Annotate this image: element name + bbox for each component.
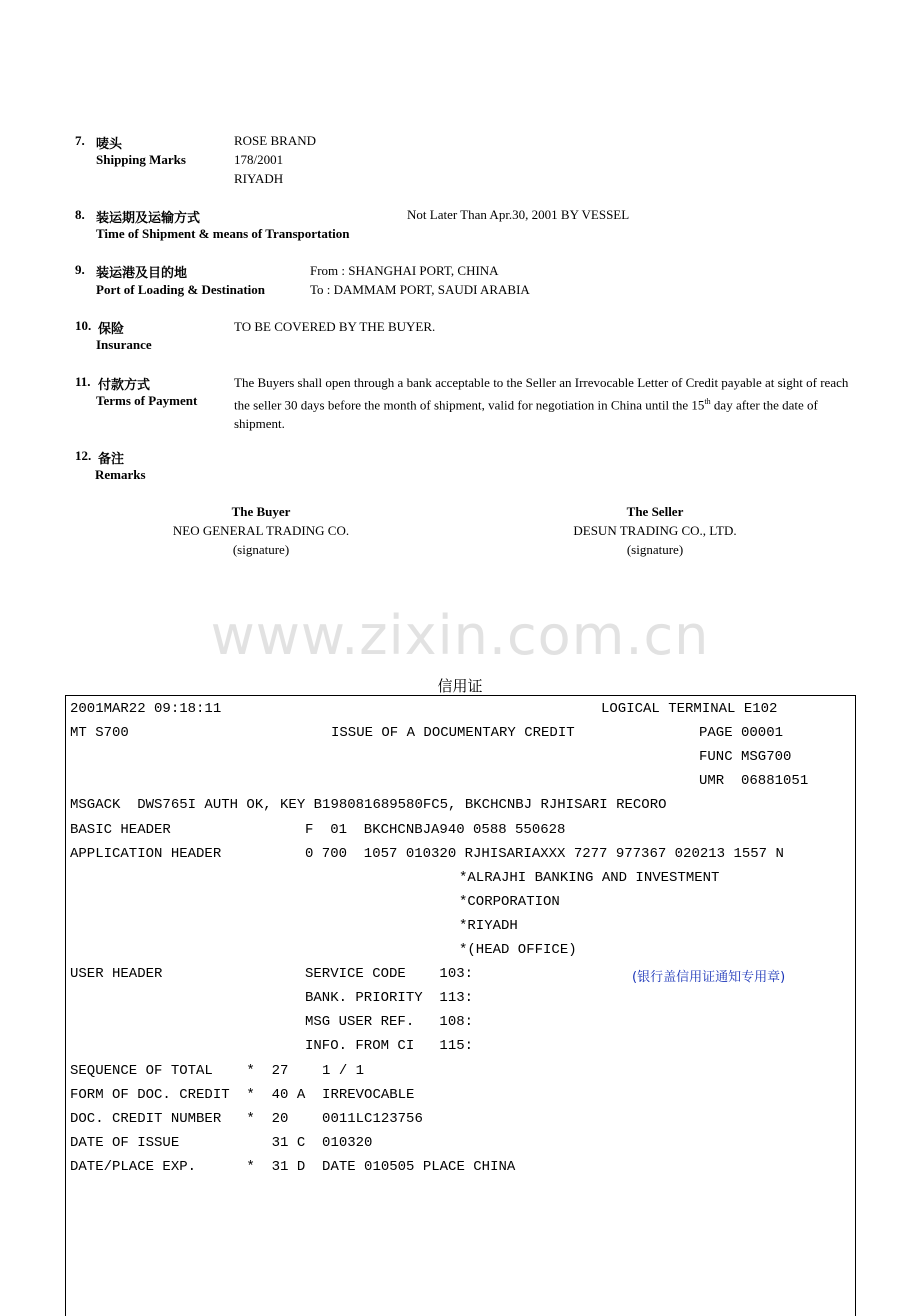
lc-line-col: MSG USER REF. 108: bbox=[305, 1014, 474, 1031]
section-11-title-en: Terms of Payment bbox=[96, 393, 198, 408]
lc-line-left: DOC. CREDIT NUMBER * 20 0011LC123756 bbox=[70, 1110, 423, 1127]
shipment-time-value: Not Later Than Apr.30, 2001 BY VESSEL bbox=[407, 207, 630, 222]
seller-title: The Seller bbox=[626, 504, 684, 519]
lc-line-col2: *RIYADH bbox=[459, 917, 518, 934]
lc-line-left: FORM OF DOC. CREDIT * 40 A IRREVOCABLE bbox=[70, 1086, 415, 1103]
lc-line-left: 2001MAR22 09:18:11 bbox=[70, 701, 222, 717]
section-12-title-cn: 备注 bbox=[98, 452, 125, 467]
section-7-number: 7. bbox=[75, 133, 85, 148]
lc-title: 信用证 bbox=[437, 677, 483, 695]
buyer-title: The Buyer bbox=[231, 504, 291, 519]
lc-box bbox=[65, 695, 856, 1316]
section-12-title-en: Remarks bbox=[95, 467, 146, 482]
lc-line-right: PAGE 00001 bbox=[699, 725, 784, 742]
shipping-mark-line: ROSE BRAND bbox=[234, 133, 316, 148]
lc-line-col: INFO. FROM CI 115: bbox=[305, 1038, 474, 1055]
section-8-title-en: Time of Shipment & means of Transportation bbox=[96, 226, 350, 241]
lc-line-col2: *CORPORATION bbox=[459, 893, 560, 910]
port-from-value: From : SHANGHAI PORT, CHINA bbox=[310, 263, 499, 278]
section-9-title-en: Port of Loading & Destination bbox=[96, 282, 265, 297]
lc-line-left: SEQUENCE OF TOTAL * 27 1 / 1 bbox=[70, 1062, 365, 1079]
lc-line-col2: *ALRAJHI BANKING AND INVESTMENT bbox=[459, 869, 720, 886]
lc-line-col: 0 700 1057 010320 RJHISARIAXXX 7277 977367 020213 1557 N bbox=[305, 845, 784, 862]
lc-line-center: ISSUE OF A DOCUMENTARY CREDIT bbox=[331, 725, 575, 742]
section-8-number: 8. bbox=[75, 207, 85, 222]
port-to-value: To : DAMMAM PORT, SAUDI ARABIA bbox=[310, 282, 530, 297]
section-11-title-cn: 付款方式 bbox=[98, 378, 151, 393]
lc-line-left: BASIC HEADER bbox=[70, 821, 171, 838]
insurance-value: TO BE COVERED BY THE BUYER. bbox=[234, 319, 436, 334]
section-11-number: 11. bbox=[75, 374, 91, 389]
lc-line-left: MSGACK DWS765I AUTH OK, KEY B198081689580FC5, BKCHCNBJ RJHISARI RECORO bbox=[70, 797, 667, 814]
lc-line-left: DATE OF ISSUE 31 C 010320 bbox=[70, 1134, 373, 1151]
shipping-mark-line: 178/2001 bbox=[234, 152, 284, 167]
section-9-number: 9. bbox=[75, 262, 85, 277]
lc-line-col: SERVICE CODE 103: bbox=[305, 966, 474, 983]
lc-line-left: DATE/PLACE EXP. * 31 D DATE 010505 PLACE CHINA bbox=[70, 1158, 516, 1175]
lc-line-col2: *(HEAD OFFICE) bbox=[459, 942, 577, 958]
section-10-title-en: Insurance bbox=[96, 337, 152, 352]
superscript: th bbox=[704, 397, 711, 406]
section-10-title-cn: 保险 bbox=[98, 322, 125, 337]
seller-company: DESUN TRADING CO., LTD. bbox=[573, 523, 737, 538]
bank-stamp-note: (银行盖信用证通知专用章) bbox=[632, 970, 786, 985]
lc-line-left: MT S700 bbox=[70, 725, 129, 742]
buyer-company: NEO GENERAL TRADING CO. bbox=[172, 523, 350, 538]
lc-line-right: LOGICAL TERMINAL E102 bbox=[601, 701, 778, 717]
buyer-signature: (signature) bbox=[232, 542, 290, 557]
section-10-number: 10. bbox=[75, 318, 92, 333]
watermark: www.zixin.com.cn bbox=[210, 604, 710, 667]
lc-line-right: UMR 06881051 bbox=[699, 773, 809, 790]
lc-line-left: APPLICATION HEADER bbox=[70, 845, 222, 862]
lc-line-left: USER HEADER bbox=[70, 966, 163, 983]
seller-signature: (signature) bbox=[626, 542, 684, 557]
section-7-title-cn: 唛头 bbox=[96, 137, 123, 152]
lc-line-right: FUNC MSG700 bbox=[699, 749, 792, 766]
section-7-title-en: Shipping Marks bbox=[96, 152, 186, 167]
payment-terms-text: The Buyers shall open through a bank acceptable to the Seller an Irrevocable Letter of Credit payable at sight of reach the seller 30 days before the month of shipment, valid for negotiation in China until the 15th day after the date of shipment. bbox=[234, 375, 849, 432]
section-12-number: 12. bbox=[75, 448, 92, 463]
shipping-mark-line: RIYADH bbox=[234, 171, 284, 186]
lc-line-col: F 01 BKCHCNBJA940 0588 550628 bbox=[305, 821, 566, 838]
section-8-title-cn: 装运期及运输方式 bbox=[96, 211, 201, 226]
section-9-title-cn: 装运港及目的地 bbox=[96, 266, 188, 281]
lc-line-col: BANK. PRIORITY 113: bbox=[305, 990, 474, 1007]
